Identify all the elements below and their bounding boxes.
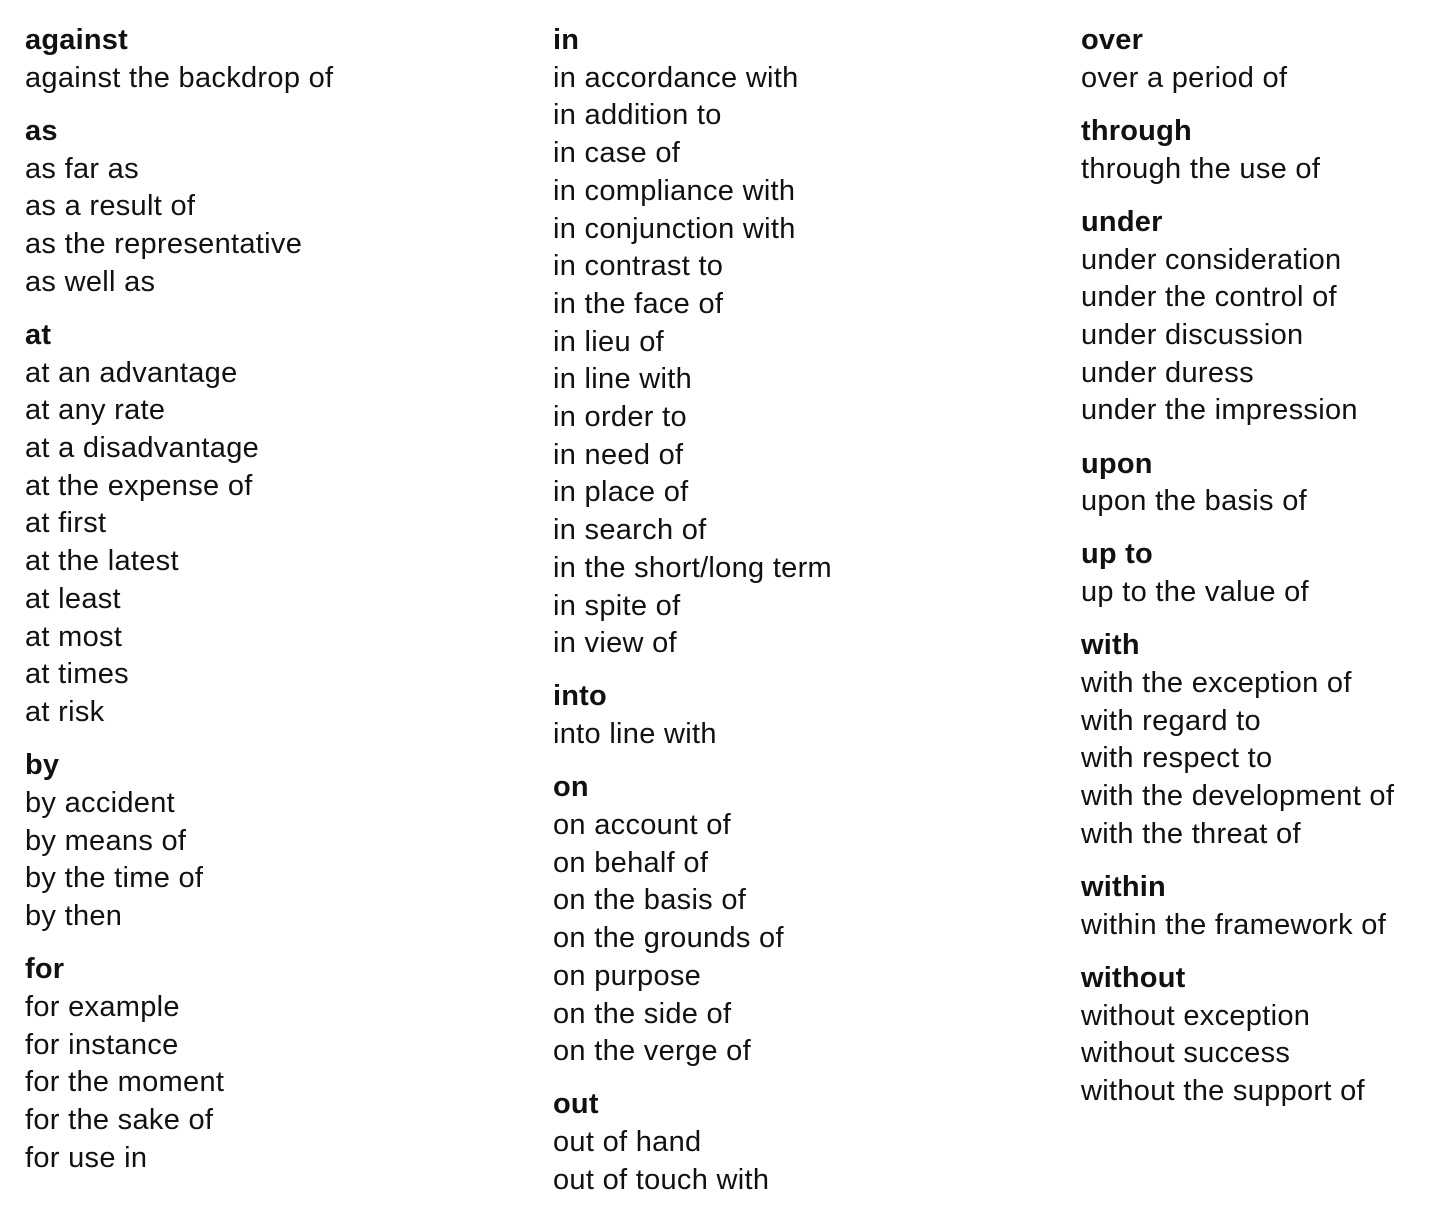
preposition-group <box>25 747 525 936</box>
preposition-heading: upon <box>1081 447 1153 480</box>
phrase-item: out of touch with <box>553 1163 770 1196</box>
phrase-item: with respect to <box>1081 742 1273 775</box>
phrase-item: by the time of <box>25 862 204 895</box>
phrase-item: up to the value of <box>1081 576 1309 609</box>
phrase-item: in the short/long term <box>553 551 833 584</box>
column-1 <box>25 22 525 1193</box>
phrase-item: as a result of <box>25 190 196 223</box>
preposition-group <box>1081 869 1441 944</box>
phrase-item: at risk <box>25 695 105 728</box>
preposition-heading: with <box>1081 629 1140 662</box>
phrase-item: on purpose <box>553 959 702 992</box>
phrase-item: in compliance with <box>553 174 796 207</box>
phrase-item: in contrast to <box>553 250 724 283</box>
phrase-item: on the basis of <box>553 884 747 917</box>
phrase-item: in place of <box>553 476 689 509</box>
phrase-item: through the use of <box>1081 152 1321 185</box>
preposition-group <box>1081 446 1441 521</box>
phrase-item: under duress <box>1081 356 1254 389</box>
preposition-heading: up to <box>1081 538 1153 571</box>
phrase-item: in search of <box>553 514 707 547</box>
preposition-heading: over <box>1081 24 1144 56</box>
phrase-item: in need of <box>553 438 684 471</box>
phrase-item: at times <box>25 658 129 691</box>
phrase-item: by means of <box>25 824 187 857</box>
preposition-heading: out <box>553 1088 599 1121</box>
phrase-item: in view of <box>553 627 677 660</box>
phrase-item: as the representative <box>25 228 303 261</box>
phrase-item: as well as <box>25 265 156 298</box>
phrase-item: with the threat of <box>1081 817 1301 850</box>
phrase-item: at any rate <box>25 394 166 427</box>
preposition-heading: into <box>553 680 607 713</box>
preposition-heading: against <box>25 24 128 56</box>
preposition-heading: on <box>553 771 589 804</box>
preposition-group <box>1081 113 1441 188</box>
phrase-item: at an advantage <box>25 356 238 389</box>
phrase-item: against the backdrop of <box>25 61 334 94</box>
phrase-item: under the impression <box>1081 394 1358 427</box>
preposition-group <box>25 317 525 732</box>
phrase-item: in spite of <box>553 589 681 622</box>
column-3 <box>1081 22 1441 1126</box>
phrase-item: at most <box>25 620 123 653</box>
phrase-item: in order to <box>553 401 687 434</box>
phrase-item: on account of <box>553 809 732 842</box>
phrase-item: for use in <box>25 1141 148 1174</box>
preposition-group <box>1081 627 1441 853</box>
phrase-item: as far as <box>25 152 139 185</box>
preposition-heading: at <box>25 318 52 351</box>
phrase-item: for example <box>25 990 180 1023</box>
preposition-group <box>25 113 525 302</box>
preposition-heading: in <box>553 24 580 56</box>
preposition-group <box>1081 536 1441 611</box>
phrase-item: on the grounds of <box>553 922 784 955</box>
preposition-heading: under <box>1081 205 1163 238</box>
phrase-item: by then <box>25 899 123 932</box>
phrase-item: by accident <box>25 786 175 819</box>
preposition-heading: without <box>1081 961 1186 994</box>
preposition-group <box>1081 204 1441 430</box>
phrase-item: with regard to <box>1081 704 1261 737</box>
preposition-heading: by <box>25 749 60 782</box>
column-2 <box>553 22 1063 1215</box>
phrase-item: without the support of <box>1081 1075 1365 1108</box>
phrase-item: under consideration <box>1081 243 1342 276</box>
phrase-item: in addition to <box>553 99 722 132</box>
preposition-group <box>553 22 1063 663</box>
phrase-item: at a disadvantage <box>25 432 260 465</box>
phrase-item: on behalf of <box>553 846 709 879</box>
preposition-group <box>1081 22 1441 97</box>
phrase-item: in line with <box>553 363 692 396</box>
phrase-item: at the expense of <box>25 469 253 502</box>
phrase-item: in conjunction with <box>553 212 796 245</box>
phrase-item: for the moment <box>25 1066 225 1099</box>
phrase-item: into line with <box>553 718 717 751</box>
phrase-item: in accordance with <box>553 61 799 94</box>
preposition-heading: for <box>25 953 65 986</box>
phrase-item: for instance <box>25 1028 179 1061</box>
preposition-heading: within <box>1081 871 1166 904</box>
phrase-item: out of hand <box>553 1126 702 1159</box>
preposition-heading: as <box>25 114 58 147</box>
phrase-item: in case of <box>553 137 681 170</box>
preposition-group <box>1081 960 1441 1111</box>
phrase-item: for the sake of <box>25 1103 214 1136</box>
preposition-heading: through <box>1081 114 1192 147</box>
preposition-group <box>553 769 1063 1071</box>
phrase-item: in lieu of <box>553 325 665 358</box>
preposition-group <box>25 22 525 97</box>
phrase-item: at the latest <box>25 545 179 578</box>
phrase-item: without exception <box>1081 999 1311 1032</box>
phrase-item: with the exception of <box>1081 667 1352 700</box>
phrase-item: over a period of <box>1081 61 1288 94</box>
phrase-item: on the verge of <box>553 1035 751 1068</box>
phrase-item: without success <box>1081 1037 1291 1070</box>
phrase-item: upon the basis of <box>1081 485 1307 518</box>
phrase-item: under discussion <box>1081 318 1304 351</box>
phrase-item: under the control of <box>1081 281 1337 314</box>
preposition-group <box>553 1086 1063 1199</box>
preposition-group <box>553 678 1063 753</box>
phrase-item: in the face of <box>553 287 724 320</box>
phrase-item: with the development of <box>1081 780 1395 813</box>
phrase-item: at least <box>25 582 121 615</box>
phrase-item: within the framework of <box>1081 908 1387 941</box>
preposition-group <box>25 951 525 1177</box>
phrase-item: at first <box>25 507 107 540</box>
phrase-item: on the side of <box>553 997 732 1030</box>
